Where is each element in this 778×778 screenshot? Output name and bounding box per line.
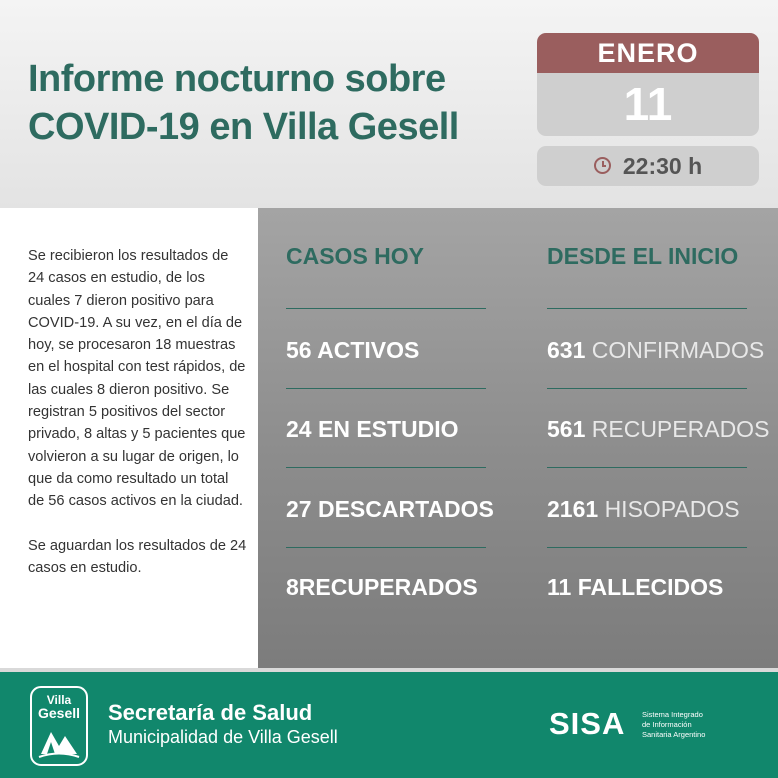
day-number: 11 <box>537 73 759 136</box>
stats-panel <box>258 208 778 668</box>
stat-total-swabs: 2161 HISOPADOS <box>547 496 740 522</box>
divider <box>0 668 778 672</box>
stat-today-recovered: 8RECUPERADOS <box>286 574 478 600</box>
today-column <box>286 208 494 668</box>
time-badge <box>537 146 759 186</box>
org-subtitle: Municipalidad de Villa Gesell <box>108 727 338 747</box>
header <box>0 0 778 208</box>
footer <box>0 668 778 778</box>
today-heading: CASOS HOY <box>286 243 425 269</box>
month-label: ENERO <box>537 33 759 73</box>
separator <box>286 547 486 548</box>
sisa-logo: SISA <box>549 706 626 741</box>
title-line-2: COVID-19 en Villa Gesell <box>28 106 459 148</box>
time-label: 22:30 h <box>622 153 703 179</box>
since-heading: DESDE EL INICIO <box>547 243 739 269</box>
separator <box>547 308 747 309</box>
separator <box>286 388 486 389</box>
summary-text <box>28 245 248 601</box>
stat-total-confirmed: 631 CONFIRMADOS <box>547 337 765 363</box>
title-line-1: Informe nocturno sobre <box>28 58 446 100</box>
summary-paragraph-2: Se aguardan los resultados de 24 casos en estudio. <box>28 537 247 576</box>
stat-today-discarded: 27 DESCARTADOS <box>286 496 494 522</box>
villa-gesell-logo: Villa Gesell <box>30 686 88 766</box>
stat-today-active: 56 ACTIVOS <box>286 337 420 363</box>
landscape-icon <box>37 724 81 762</box>
stat-total-recovered: 561 RECUPERADOS <box>547 416 770 442</box>
summary-paragraph-1: Se recibieron los resultados de 24 casos en estudio, de los cuales 7 dieron positivo para COVID-19. A su vez, en el día de hoy, se procesaron 18 muestras en el hospital con test rápidos, de las cuales 8 dieron positivo. Se registran 5 positivos del sector privado, 8 altas y 5 pacientes que volvieron a su lugar de origen, lo que da como resultado un total de 56 casos activos en la ciudad. <box>28 248 246 510</box>
since-column <box>547 208 770 668</box>
page-title <box>28 55 528 151</box>
sisa-description: Sistema Integrado de Información Sanitaria Argentino <box>642 710 706 739</box>
separator <box>286 467 486 468</box>
separator <box>547 467 747 468</box>
clock-icon <box>594 157 611 174</box>
stat-total-deaths: 11 FALLECIDOS <box>547 574 724 600</box>
org-name: Secretaría de Salud <box>108 700 313 725</box>
separator <box>286 308 486 309</box>
organization <box>108 700 338 748</box>
stat-today-study: 24 EN ESTUDIO <box>286 416 459 442</box>
separator <box>547 547 747 548</box>
separator <box>547 388 747 389</box>
